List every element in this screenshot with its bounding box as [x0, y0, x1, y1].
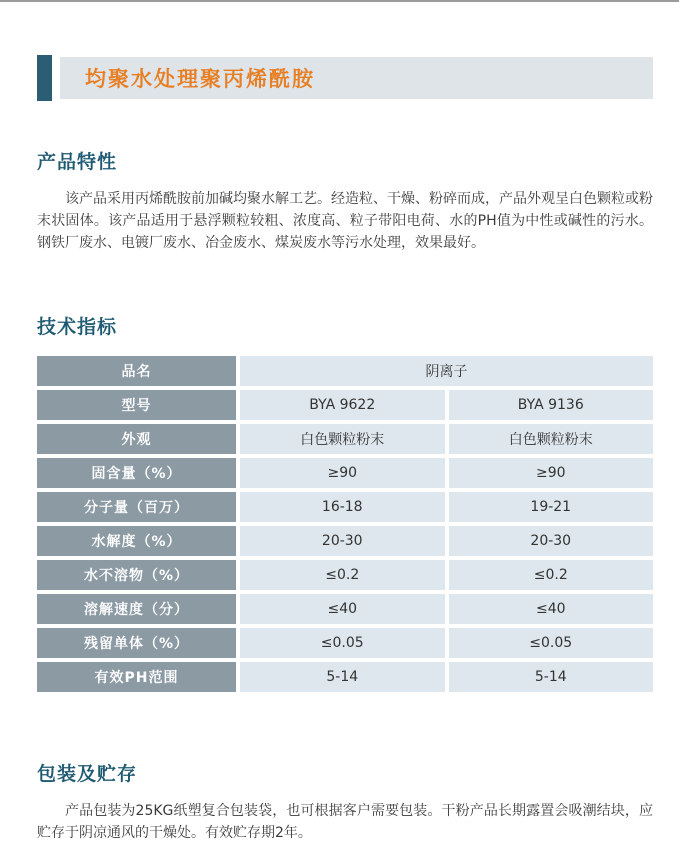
section-technical-specs	[37, 312, 653, 696]
spec-value: ≤40	[240, 594, 445, 624]
spec-value: 20-30	[449, 526, 654, 556]
packaging-heading: 包装及贮存	[37, 763, 138, 785]
spec-value: ≥90	[240, 458, 445, 488]
spec-value: ≥90	[449, 458, 654, 488]
title-strip	[60, 57, 653, 99]
section-product-features	[37, 147, 653, 254]
table-row	[37, 356, 653, 386]
spec-value: BYA 9622	[240, 390, 445, 420]
spec-value: 白色颗粒粉末	[449, 424, 654, 454]
section-packaging-storage	[37, 759, 653, 844]
spec-label: 外观	[37, 424, 236, 454]
spec-label: 残留单体（%）	[37, 628, 236, 658]
specs-heading: 技术指标	[37, 316, 118, 338]
spec-label: 型号	[37, 390, 236, 420]
spec-value: ≤0.2	[240, 560, 445, 590]
spec-value: 20-30	[240, 526, 445, 556]
spec-value: ≤40	[449, 594, 654, 624]
spec-value: 阴离子	[240, 356, 653, 386]
spec-label: 有效PH范围	[37, 662, 236, 692]
spec-value: 5-14	[240, 662, 445, 692]
table-row	[37, 594, 653, 624]
spec-label: 固含量（%）	[37, 458, 236, 488]
spec-label: 水不溶物（%）	[37, 560, 236, 590]
page-header	[37, 55, 653, 101]
page-title: 均聚水处理聚丙烯酰胺	[85, 67, 315, 91]
spec-label: 品名	[37, 356, 236, 386]
spec-label: 溶解速度（分）	[37, 594, 236, 624]
table-row	[37, 390, 653, 420]
title-accent-block	[37, 55, 52, 101]
packaging-paragraph: 产品包装为25KG纸塑复合包装袋，也可根据客户需要包装。干粉产品长期露置会吸潮结块，应贮存于阴凉通风的干燥处。有效贮存期2年。	[37, 803, 653, 841]
table-row	[37, 424, 653, 454]
product-page	[0, 55, 679, 844]
specs-table	[33, 352, 657, 696]
table-row	[37, 526, 653, 556]
table-row	[37, 492, 653, 522]
spec-value: BYA 9136	[449, 390, 654, 420]
spec-value: 白色颗粒粉末	[240, 424, 445, 454]
spec-value: 16-18	[240, 492, 445, 522]
table-row	[37, 458, 653, 488]
spec-value: ≤0.2	[449, 560, 654, 590]
spec-value: ≤0.05	[240, 628, 445, 658]
spec-label: 分子量（百万）	[37, 492, 236, 522]
spec-value: 19-21	[449, 492, 654, 522]
spec-label: 水解度（%）	[37, 526, 236, 556]
features-heading: 产品特性	[37, 151, 118, 173]
table-row	[37, 662, 653, 692]
table-row	[37, 560, 653, 590]
spec-value: ≤0.05	[449, 628, 654, 658]
table-row	[37, 628, 653, 658]
spec-value: 5-14	[449, 662, 654, 692]
features-paragraph: 该产品采用丙烯酰胺前加碱均聚水解工艺。经造粒、干燥、粉碎而成，产品外观呈白色颗粒或粉末状固体。该产品适用于悬浮颗粒较粗、浓度高、粒子带阳电荷、水的PH值为中性或碱性的污水。钢铁厂废水、电镀厂废水、冶金废水、煤炭废水等污水处理，效果最好。	[37, 191, 653, 251]
